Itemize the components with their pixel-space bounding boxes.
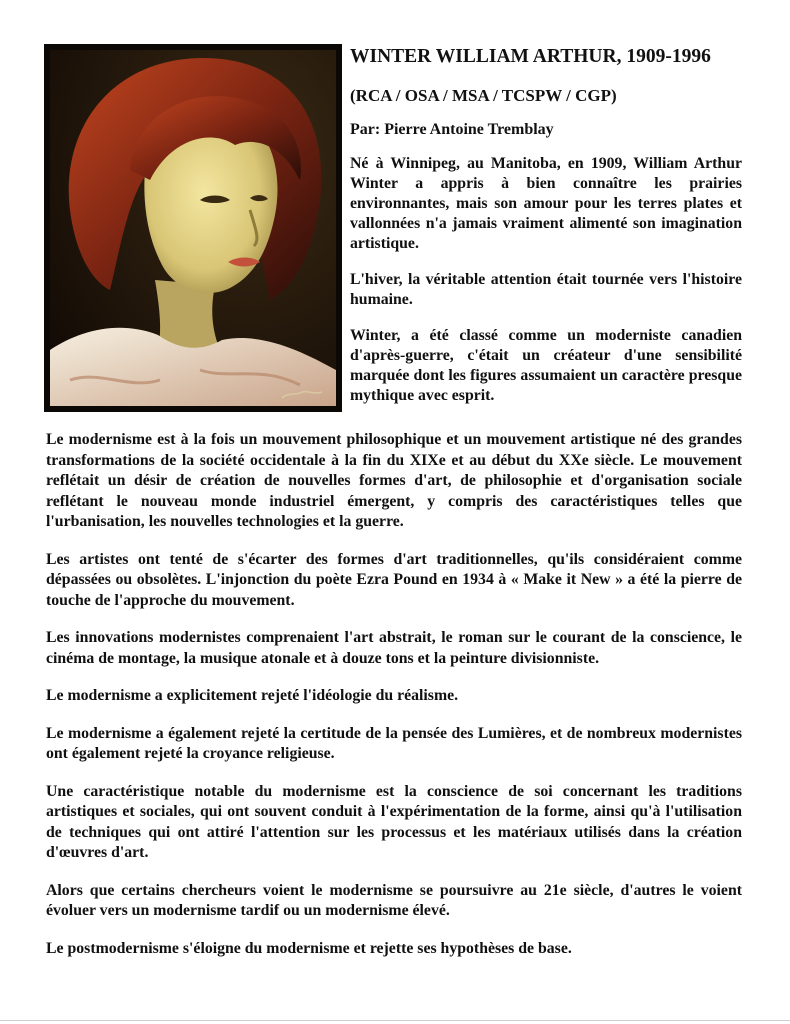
document-title: WINTER WILLIAM ARTHUR, 1909-1996 <box>350 46 711 67</box>
body-paragraph: Alors que certains chercheurs voient le modernisme se poursuivre au 21e siècle, d'autres le voient évoluer vers un modernisme tardif ou un modernisme élevé. <box>46 881 742 919</box>
memberships-line: (RCA / OSA / MSA / TCSPW / CGP) <box>350 86 617 105</box>
body-paragraph: Les artistes ont tenté de s'écarter des formes d'art traditionnelles, qu'ils considéraient comme dépassées ou obsolètes. L'injonction du poète Ezra Pound en 1934 à « Make it New » a été la pierre de touche de l'approche du mouvement. <box>46 550 742 609</box>
page-edge-divider <box>0 1020 790 1021</box>
intro-paragraph: Winter, a été classé comme un moderniste canadien d'après-guerre, c'était un créateur d'une sensibilité marquée dont les figures assumaient un caractère presque mythique avec esprit. <box>350 327 742 404</box>
body-paragraph: Le modernisme a également rejeté la certitude de la pensée des Lumières, et de nombreux modernistes ont également rejeté la croyance religieuse. <box>46 724 742 762</box>
header-block <box>350 45 742 422</box>
body-paragraph: Le modernisme a explicitement rejeté l'idéologie du réalisme. <box>46 687 459 704</box>
body-paragraph: Le postmodernisme s'éloigne du modernisme et rejette ses hypothèses de base. <box>46 939 572 957</box>
intro-paragraph: Né à Winnipeg, au Manitoba, en 1909, William Arthur Winter a appris à bien connaître les prairies environnantes, mais son amour pour les terres plates et vallonnées n'a jamais vraiment alimenté son imagination artistique. <box>350 155 742 252</box>
body-paragraph: Les innovations modernistes comprenaient l'art abstrait, le roman sur le courant de la conscience, le cinéma de montage, la musique atonale et à douze tons et la peinture divisionniste. <box>46 629 742 667</box>
portrait-image <box>50 50 336 406</box>
author-line: Par: Pierre Antoine Tremblay <box>350 121 554 138</box>
body-text <box>46 430 742 976</box>
body-paragraph: Le modernisme est à la fois un mouvement philosophique et un mouvement artistique né des grandes transformations de la société occidentale à la fin du XIXe et au début du XXe siècle. Le mouvement reflétait un désir de création de nouvelles formes d'art, de philosophie et d'organisation sociale reflétant le nouveau monde industriel émergent, y compris des caractéristiques telles que l'urbanisation, les nouvelles technologies et la guerre. <box>46 431 742 530</box>
portrait-painting <box>44 44 342 412</box>
intro-paragraph: L'hiver, la véritable attention était tournée vers l'histoire humaine. <box>350 271 742 308</box>
body-paragraph: Une caractéristique notable du modernisme est la conscience de soi concernant les traditions artistiques et sociales, qui ont souvent conduit à l'expérimentation de la forme, ainsi qu'à l'utilisation de techniques qui ont attiré l'attention sur les processus et les matériaux utilisés dans la création d'œuvres d'art. <box>46 782 742 861</box>
